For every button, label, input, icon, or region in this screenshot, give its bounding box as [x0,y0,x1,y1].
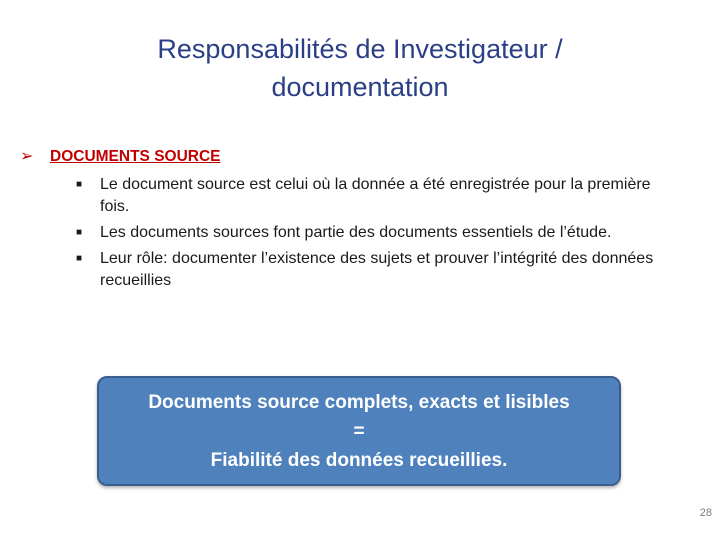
list-item [18,248,680,292]
callout-line3: Fiabilité des données recueillies. [210,449,508,471]
page-number: 28 [699,507,712,519]
slide-title-line2: documentation [271,72,449,102]
bullet-text: Le document source est celui où la donnée a été enregistrée pour la première fois. [100,176,651,215]
callout-box [97,376,621,486]
documents-source-section [18,146,698,296]
list-item [18,222,680,244]
bullet-list [18,174,698,292]
square-bullet-icon: ■ [76,179,83,190]
bullet-text: Les documents sources font partie des documents essentiels de l’étude. [100,224,612,241]
callout-line2: = [353,420,365,442]
bullet-text: Leur rôle: documenter l’existence des sujets et prouver l’intégrité des données recueillies [100,250,654,289]
square-bullet-icon: ■ [76,253,83,264]
list-item [18,174,680,218]
slide-title [60,30,660,106]
slide-title-line1: Responsabilités de Investigateur / [157,34,563,64]
square-bullet-icon: ■ [76,227,83,238]
callout-line1: Documents source complets, exacts et lisibles [148,391,570,413]
arrow-bullet-icon: ➢ [20,148,34,165]
section-heading-text: DOCUMENTS SOURCE [50,148,221,165]
section-heading [18,146,698,168]
